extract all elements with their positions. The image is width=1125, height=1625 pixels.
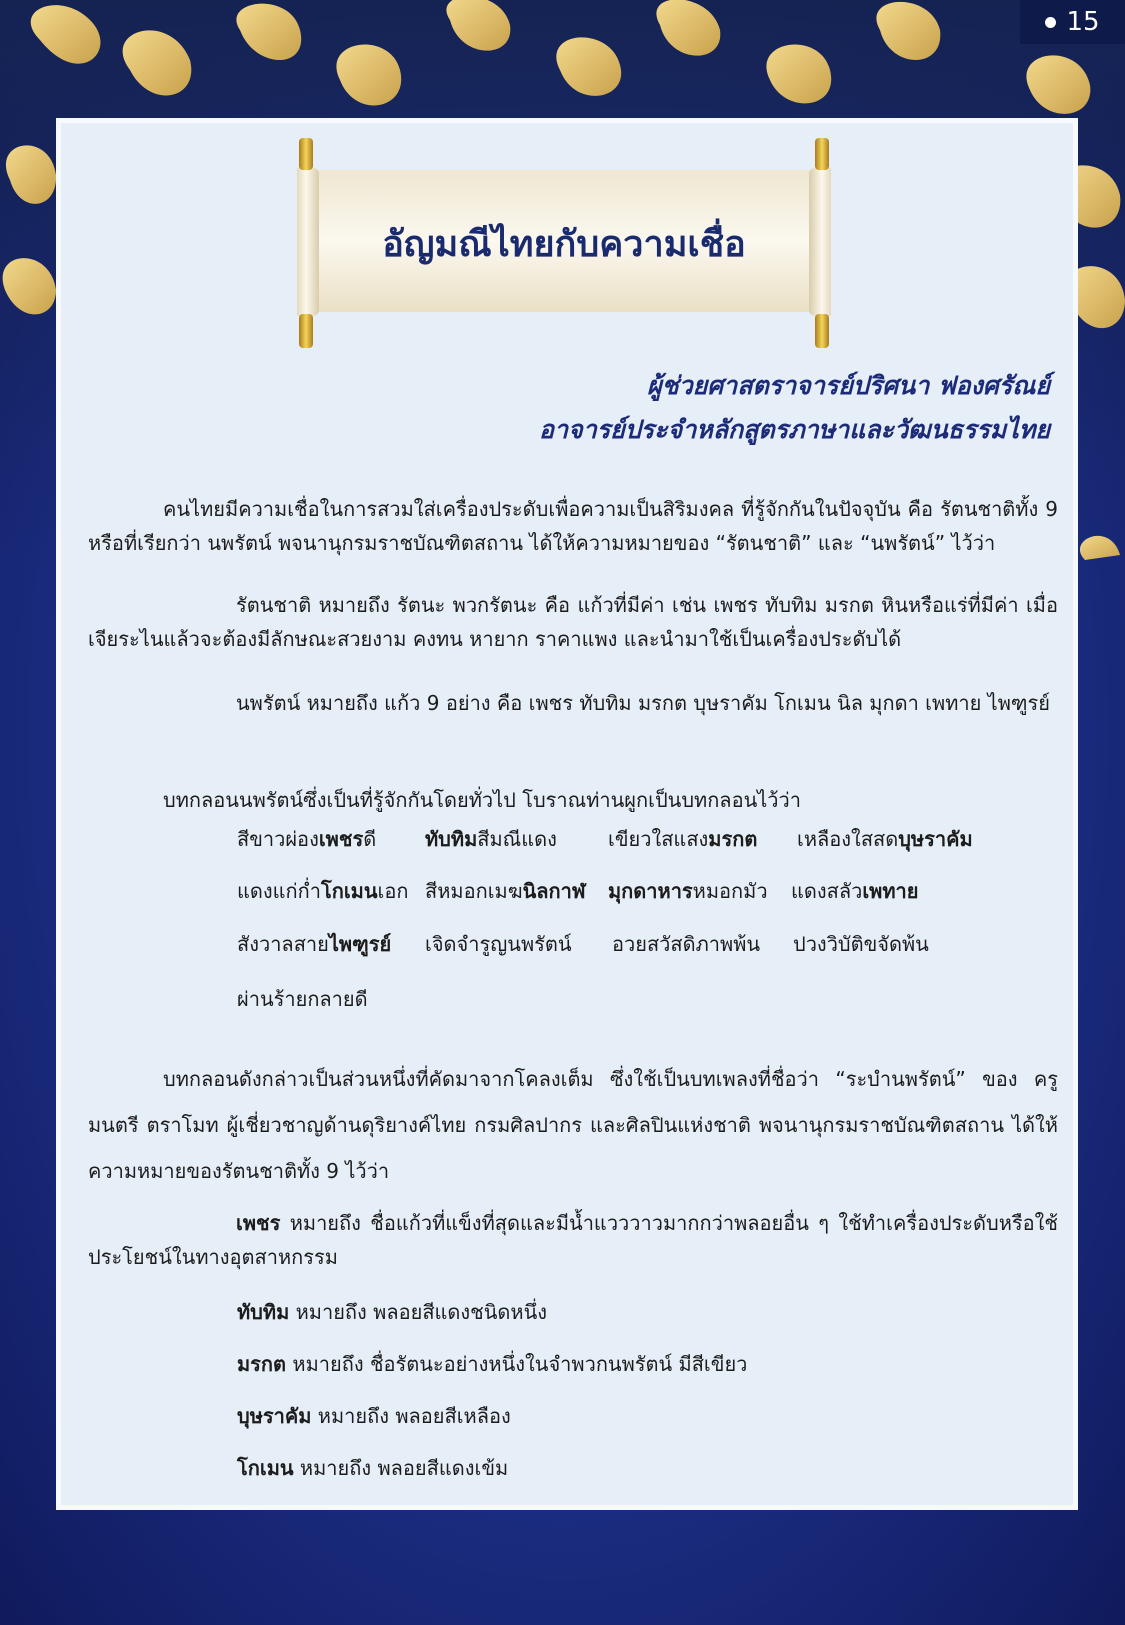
poem-line1-a: สีขาวผ่องเพชรดี xyxy=(237,827,377,851)
after-poem-paragraph: บทกลอนดังกล่าวเป็นส่วนหนึ่งที่คัดมาจากโคลงเต็ม ซึ่งใช้เป็นบทเพลงที่ชื่อว่า “ระบำนพรัตน์” ของ ครูมนตรี ตราโมท ผู้เชี่ยวชาญด้านดุริยางค์ไทย กรมศิลปากร และศิลปินแห่งชาติ พจนานุกรมราชบัณฑิตสถาน ได้ให้ความหมายของรัตนชาติทั้ง 9 ไว้ว่า xyxy=(88,1067,1058,1183)
poem-line1-d: เหลืองใสสดบุษราคัม xyxy=(797,827,973,851)
gem-definition-garnet: โกเมน หมายถึง พลอยสีแดงเข้ม xyxy=(237,1456,509,1480)
page-title: อัญมณีไทยกับความเชื่อ xyxy=(382,223,746,265)
poem-line3-b: เจิดจำรูญนพรัตน์ xyxy=(425,932,572,956)
poem-line2-c: มุกดาหารหมอกมัว xyxy=(608,879,768,903)
poem-intro: บทกลอนนพรัตน์ซึ่งเป็นที่รู้จักกันโดยทั่วไป โบราณท่านผูกเป็นบทกลอนไว้ว่า xyxy=(163,788,801,812)
page-number: 15 xyxy=(1066,7,1100,37)
poem-line1-c: เขียวใสแสงมรกต xyxy=(608,827,758,851)
poem-line3-c: อวยสวัสดิภาพพ้น xyxy=(612,932,761,956)
gem-definition-emerald: มรกต หมายถึง ชื่อรัตนะอย่างหนึ่งในจำพวกนพรัตน์ มีสีเขียว xyxy=(237,1352,748,1376)
poem-line2-d: แดงสลัวเพทาย xyxy=(791,879,919,903)
bullet-icon xyxy=(1045,17,1056,28)
author-position: อาจารย์ประจำหลักสูตรภาษาและวัฒนธรรมไทย xyxy=(539,415,1050,444)
definition-ratanachat: รัตนชาติ หมายถึง รัตนะ พวกรัตนะ คือ แก้วที่มีค่า เช่น เพชร ทับทิม มรกต หินหรือแร่ที่มีค่า เมื่อเจียระไนแล้วจะต้องมีลักษณะสวยงาม คงทน หายาก ราคาแพง และนำมาใช้เป็นเครื่องประดับได้ xyxy=(88,593,1058,651)
poem-line1-b: ทับทิมสีมณีแดง xyxy=(425,827,557,851)
title-scroll xyxy=(297,138,831,348)
intro-paragraph: คนไทยมีความเชื่อในการสวมใส่เครื่องประดับเพื่อความเป็นสิริมงคล ที่รู้จักกันในปัจจุบัน คือ รัตนชาติทั้ง 9 หรือที่เรียกว่า นพรัตน์ พจนานุกรมราชบัณฑิตสถาน ได้ให้ความหมายของ “รัตนชาติ” และ “นพรัตน์” ไว้ว่า xyxy=(88,497,1058,555)
poem-line4: ผ่านร้ายกลายดี xyxy=(237,987,368,1011)
page-number-badge xyxy=(1020,0,1125,44)
gem-definition-ruby: ทับทิม หมายถึง พลอยสีแดงชนิดหนึ่ง xyxy=(237,1300,548,1324)
gem-definition-diamond: เพชร หมายถึง ชื่อแก้วที่แข็งที่สุดและมีน้ำแวววาวมากกว่าพลอยอื่น ๆ ใช้ทำเครื่องประดับหรือใช้ประโยชน์ในทางอุตสาหกรรม xyxy=(88,1211,1058,1269)
definition-noppharat: นพรัตน์ หมายถึง แก้ว 9 อย่าง คือ เพชร ทับทิม มรกต บุษราคัม โกเมน นิล มุกดา เพทาย ไพฑูรย์ xyxy=(236,691,1050,715)
poem-line2-b: สีหมอกเมฆนิลกาฬ xyxy=(425,879,586,903)
author-name: ผู้ช่วยศาสตราจารย์ปริศนา ฟองศรัณย์ xyxy=(647,371,1050,400)
poem-line3-d: ปวงวิบัติขจัดพ้น xyxy=(793,932,929,956)
poem-line2-a: แดงแก่ก่ำโกเมนเอก xyxy=(237,879,409,903)
gem-definition-yellow-sapphire: บุษราคัม หมายถึง พลอยสีเหลือง xyxy=(237,1404,511,1428)
poem-line3-a: สังวาลสายไพฑูรย์ xyxy=(237,932,392,956)
